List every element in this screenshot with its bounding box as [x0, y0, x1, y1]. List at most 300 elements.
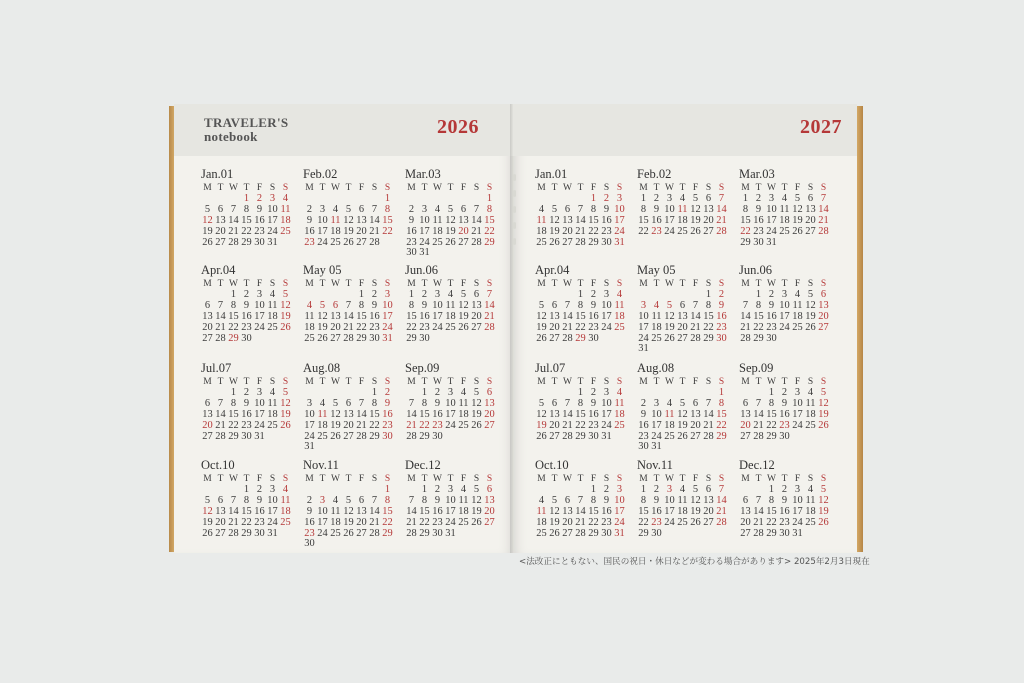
- holiday-date: 11: [677, 203, 688, 215]
- date: 27: [740, 430, 751, 442]
- date: 31: [419, 247, 430, 259]
- date: 12: [471, 494, 482, 506]
- weekday-label: S: [603, 377, 610, 387]
- date: 16: [406, 225, 417, 237]
- weekday-label: T: [217, 183, 224, 193]
- holiday-date: 16: [716, 310, 727, 322]
- date: 16: [753, 214, 764, 226]
- date: 17: [267, 214, 278, 226]
- date: 5: [345, 203, 352, 215]
- date: 26: [343, 236, 354, 248]
- weekday-label: S: [486, 474, 493, 484]
- date: 31: [267, 236, 278, 248]
- week-row: [637, 529, 729, 540]
- holiday-date: 12: [818, 494, 829, 506]
- date: 31: [766, 236, 777, 248]
- holiday-date: 22: [419, 419, 430, 431]
- binding-hole: [513, 190, 516, 197]
- weekday-label: M: [407, 474, 416, 484]
- date: 1: [371, 386, 378, 398]
- week-row: [739, 507, 831, 518]
- date: 22: [575, 321, 586, 333]
- date: 27: [356, 236, 367, 248]
- weekday-label: W: [433, 377, 442, 387]
- week-row: [535, 421, 627, 432]
- date: 10: [651, 408, 662, 420]
- date: 28: [753, 527, 764, 539]
- week-row: [739, 334, 831, 345]
- date: 19: [343, 516, 354, 528]
- week-row: [535, 432, 627, 443]
- date: 6: [204, 299, 211, 311]
- week-row: [535, 518, 627, 529]
- holiday-date: 25: [614, 321, 625, 333]
- date: 23: [432, 516, 443, 528]
- date: 30: [304, 538, 315, 550]
- weekday-label: S: [705, 183, 712, 193]
- date: 29: [406, 332, 417, 344]
- weekday-label: S: [603, 183, 610, 193]
- weekday-label: S: [473, 474, 480, 484]
- date: 2: [243, 386, 250, 398]
- date: 12: [471, 397, 482, 409]
- weekday-label: F: [460, 183, 467, 193]
- date: 23: [406, 236, 417, 248]
- date: 24: [638, 332, 649, 344]
- date: 3: [434, 288, 441, 300]
- week-row: [303, 539, 395, 550]
- date: 21: [690, 321, 701, 333]
- date: 13: [471, 299, 482, 311]
- date: 7: [230, 203, 237, 215]
- date: 8: [768, 494, 775, 506]
- holiday-date: 25: [280, 516, 291, 528]
- date: 16: [254, 505, 265, 517]
- date: 1: [408, 288, 415, 300]
- weekday-label: S: [371, 474, 378, 484]
- holiday-date: 7: [718, 192, 725, 204]
- date: 12: [343, 214, 354, 226]
- month-name: Apr.04: [535, 263, 570, 277]
- month-block: [637, 457, 729, 539]
- date: 17: [254, 310, 265, 322]
- holiday-date: 26: [280, 419, 291, 431]
- weekday-label: S: [705, 377, 712, 387]
- date: 21: [753, 419, 764, 431]
- weekday-label: F: [358, 279, 365, 289]
- week-row: [535, 312, 627, 323]
- weekday-label: T: [551, 183, 558, 193]
- holiday-date: 29: [382, 527, 393, 539]
- date: 27: [330, 332, 341, 344]
- weekday-label: F: [590, 474, 597, 484]
- date: 6: [217, 203, 224, 215]
- date: 21: [369, 516, 380, 528]
- date: 9: [243, 397, 250, 409]
- month-name: Jun.06: [739, 263, 772, 277]
- holiday-date: 11: [330, 214, 341, 226]
- date: 17: [651, 419, 662, 431]
- date: 26: [471, 419, 482, 431]
- date: 25: [792, 321, 803, 333]
- holiday-date: 11: [614, 397, 625, 409]
- week-row: [303, 507, 395, 518]
- date: 29: [588, 527, 599, 539]
- holiday-date: 29: [716, 430, 727, 442]
- weekday-label: T: [577, 279, 584, 289]
- date: 10: [638, 310, 649, 322]
- date: 21: [356, 419, 367, 431]
- holiday-date: 4: [306, 299, 313, 311]
- month-block: [535, 457, 627, 539]
- weekday-label: T: [781, 377, 788, 387]
- date: 16: [432, 505, 443, 517]
- date: 6: [473, 288, 480, 300]
- date: 6: [564, 203, 571, 215]
- date: 9: [653, 203, 660, 215]
- date: 21: [215, 321, 226, 333]
- weekday-label: S: [282, 183, 289, 193]
- week-row: [303, 323, 395, 334]
- date: 21: [215, 419, 226, 431]
- date: 13: [549, 408, 560, 420]
- holiday-date: 28: [484, 321, 495, 333]
- date: 5: [538, 397, 545, 409]
- date: 12: [445, 214, 456, 226]
- date: 28: [215, 430, 226, 442]
- date: 26: [677, 430, 688, 442]
- date: 28: [406, 430, 417, 442]
- holiday-date: 23: [779, 419, 790, 431]
- holiday-date: 9: [718, 299, 725, 311]
- date: 18: [432, 225, 443, 237]
- date: 14: [575, 505, 586, 517]
- binding-hole: [513, 222, 516, 229]
- week-row: [535, 216, 627, 227]
- date: 3: [666, 192, 673, 204]
- date: 28: [215, 332, 226, 344]
- date: 30: [432, 527, 443, 539]
- date: 13: [458, 214, 469, 226]
- date: 27: [549, 332, 560, 344]
- holiday-date: 22: [740, 225, 751, 237]
- date: 22: [575, 419, 586, 431]
- date: 15: [369, 408, 380, 420]
- date: 26: [792, 225, 803, 237]
- month-block: [303, 360, 395, 453]
- date: 20: [215, 516, 226, 528]
- date: 11: [458, 397, 469, 409]
- date: 25: [677, 225, 688, 237]
- date: 22: [753, 321, 764, 333]
- date: 4: [679, 483, 686, 495]
- weekday-label: M: [537, 377, 546, 387]
- date: 30: [638, 441, 649, 453]
- date: 10: [766, 203, 777, 215]
- holiday-date: 21: [406, 419, 417, 431]
- holiday-date: 22: [382, 225, 393, 237]
- date: 11: [304, 310, 315, 322]
- holiday-date: 23: [382, 419, 393, 431]
- weekday-header: [405, 183, 497, 194]
- holiday-date: 12: [202, 505, 213, 517]
- holiday-date: 11: [536, 505, 547, 517]
- date: 3: [256, 386, 263, 398]
- date: 2: [768, 288, 775, 300]
- date: 4: [269, 386, 276, 398]
- date: 6: [705, 192, 712, 204]
- date: 28: [703, 430, 714, 442]
- holiday-date: 5: [282, 288, 289, 300]
- date: 27: [740, 527, 751, 539]
- date: 20: [215, 225, 226, 237]
- date: 1: [742, 192, 749, 204]
- date: 3: [319, 203, 326, 215]
- weekday-label: T: [551, 279, 558, 289]
- date: 11: [267, 397, 278, 409]
- week-row: [201, 216, 293, 227]
- date: 10: [445, 494, 456, 506]
- date: 29: [241, 527, 252, 539]
- weekday-label: T: [217, 377, 224, 387]
- date: 24: [766, 225, 777, 237]
- date: 29: [740, 236, 751, 248]
- date: 12: [458, 299, 469, 311]
- date: 15: [406, 310, 417, 322]
- date: 14: [562, 408, 573, 420]
- holiday-date: 28: [716, 225, 727, 237]
- date: 26: [549, 236, 560, 248]
- date: 17: [792, 505, 803, 517]
- binding-hole: [513, 206, 516, 213]
- month-block: [637, 262, 729, 355]
- date: 22: [228, 419, 239, 431]
- date: 30: [766, 332, 777, 344]
- date: 20: [677, 321, 688, 333]
- holiday-date: 18: [280, 505, 291, 517]
- month-name: Dec.12: [739, 458, 775, 472]
- date: 14: [753, 505, 764, 517]
- date: 18: [445, 310, 456, 322]
- weekday-label: T: [319, 279, 326, 289]
- date: 9: [256, 203, 263, 215]
- date: 10: [254, 299, 265, 311]
- date: 18: [805, 408, 816, 420]
- weekday-label: T: [243, 474, 250, 484]
- left-page: [174, 104, 513, 553]
- date: 28: [740, 332, 751, 344]
- date: 20: [343, 419, 354, 431]
- date: 19: [549, 225, 560, 237]
- date: 14: [575, 214, 586, 226]
- month-block: [535, 360, 627, 442]
- binding-hole: [513, 174, 516, 181]
- holiday-date: 1: [718, 386, 725, 398]
- weekday-label: S: [616, 183, 623, 193]
- weekday-label: F: [590, 377, 597, 387]
- date: 8: [243, 203, 250, 215]
- date: 11: [805, 494, 816, 506]
- date: 11: [651, 310, 662, 322]
- date: 17: [267, 505, 278, 517]
- holiday-date: 18: [614, 408, 625, 420]
- date: 5: [473, 483, 480, 495]
- holiday-date: 31: [614, 527, 625, 539]
- month-block: [405, 360, 497, 442]
- weekday-label: S: [371, 279, 378, 289]
- weekday-label: S: [384, 183, 391, 193]
- date: 15: [588, 505, 599, 517]
- holiday-date: 19: [536, 419, 547, 431]
- date: 23: [779, 516, 790, 528]
- month-block: [739, 457, 831, 539]
- date: 6: [345, 397, 352, 409]
- weekday-label: W: [331, 279, 340, 289]
- date: 9: [755, 203, 762, 215]
- binding-holes: [513, 174, 516, 254]
- weekday-label: W: [563, 474, 572, 484]
- date: 23: [419, 321, 430, 333]
- date: 1: [230, 386, 237, 398]
- date: 15: [419, 505, 430, 517]
- date: 17: [445, 505, 456, 517]
- date: 25: [458, 516, 469, 528]
- weekday-label: M: [407, 279, 416, 289]
- weekday-label: S: [718, 279, 725, 289]
- date: 25: [779, 225, 790, 237]
- date: 2: [653, 483, 660, 495]
- date: 25: [317, 430, 328, 442]
- holiday-date: 25: [614, 419, 625, 431]
- date: 18: [317, 419, 328, 431]
- date: 27: [562, 236, 573, 248]
- date: 29: [241, 236, 252, 248]
- date: 15: [419, 408, 430, 420]
- date: 24: [304, 430, 315, 442]
- date: 5: [692, 483, 699, 495]
- holiday-date: 1: [590, 192, 597, 204]
- date: 9: [590, 299, 597, 311]
- holiday-date: 24: [614, 516, 625, 528]
- date: 7: [705, 397, 712, 409]
- weekday-label: S: [616, 377, 623, 387]
- date: 9: [408, 214, 415, 226]
- weekday-label: S: [473, 183, 480, 193]
- weekday-label: S: [282, 377, 289, 387]
- date: 17: [792, 408, 803, 420]
- holiday-date: 29: [575, 332, 586, 344]
- date: 27: [202, 430, 213, 442]
- date: 19: [664, 321, 675, 333]
- date: 7: [473, 203, 480, 215]
- holiday-date: 25: [280, 225, 291, 237]
- date: 29: [575, 430, 586, 442]
- date: 22: [241, 225, 252, 237]
- weekday-label: S: [718, 474, 725, 484]
- date: 4: [434, 203, 441, 215]
- date: 6: [551, 397, 558, 409]
- weekday-label: M: [305, 279, 314, 289]
- weekday-label: F: [460, 474, 467, 484]
- date: 19: [690, 214, 701, 226]
- month-name: Jul.07: [201, 361, 232, 375]
- date: 14: [562, 310, 573, 322]
- date: 25: [677, 516, 688, 528]
- date: 19: [202, 516, 213, 528]
- date: 22: [638, 516, 649, 528]
- date: 20: [740, 516, 751, 528]
- weekday-label: W: [331, 183, 340, 193]
- date: 5: [204, 203, 211, 215]
- holiday-date: 17: [614, 214, 625, 226]
- holiday-date: 11: [280, 203, 291, 215]
- date: 14: [369, 214, 380, 226]
- date: 18: [536, 516, 547, 528]
- date: 17: [445, 408, 456, 420]
- holiday-date: 2: [256, 192, 263, 204]
- week-row: [303, 238, 395, 249]
- date: 20: [356, 516, 367, 528]
- date: 6: [679, 299, 686, 311]
- date: 9: [421, 299, 428, 311]
- holiday-date: 26: [818, 516, 829, 528]
- holiday-date: 17: [382, 310, 393, 322]
- date: 11: [677, 494, 688, 506]
- holiday-date: 27: [484, 516, 495, 528]
- holiday-date: 27: [484, 419, 495, 431]
- date: 19: [471, 408, 482, 420]
- date: 16: [601, 214, 612, 226]
- date: 10: [419, 214, 430, 226]
- date: 2: [306, 494, 313, 506]
- weekday-label: S: [718, 183, 725, 193]
- date: 19: [317, 321, 328, 333]
- date: 25: [536, 236, 547, 248]
- right-page: [513, 104, 870, 567]
- week-row: [201, 421, 293, 432]
- month-block: [201, 360, 293, 442]
- weekday-label: T: [243, 183, 250, 193]
- week-row: [739, 216, 831, 227]
- holiday-date: 16: [382, 408, 393, 420]
- weekday-label: T: [319, 474, 326, 484]
- weekday-label: S: [282, 279, 289, 289]
- date: 28: [228, 236, 239, 248]
- weekday-label: S: [269, 474, 276, 484]
- date: 17: [638, 321, 649, 333]
- date: 26: [690, 516, 701, 528]
- date: 14: [753, 408, 764, 420]
- date: 5: [794, 192, 801, 204]
- date: 23: [588, 321, 599, 333]
- weekday-label: F: [256, 377, 263, 387]
- date: 10: [432, 299, 443, 311]
- open-notebook: [171, 104, 870, 567]
- date: 24: [601, 419, 612, 431]
- weekday-label: M: [203, 183, 212, 193]
- holiday-date: 5: [666, 299, 673, 311]
- weekday-label: S: [384, 279, 391, 289]
- weekday-label: M: [741, 279, 750, 289]
- weekday-label: T: [217, 279, 224, 289]
- week-row: [637, 334, 729, 345]
- date: 10: [601, 299, 612, 311]
- date: 16: [651, 214, 662, 226]
- weekday-label: M: [639, 474, 648, 484]
- month-block: [201, 457, 293, 539]
- holiday-date: 8: [718, 397, 725, 409]
- holiday-date: 31: [614, 236, 625, 248]
